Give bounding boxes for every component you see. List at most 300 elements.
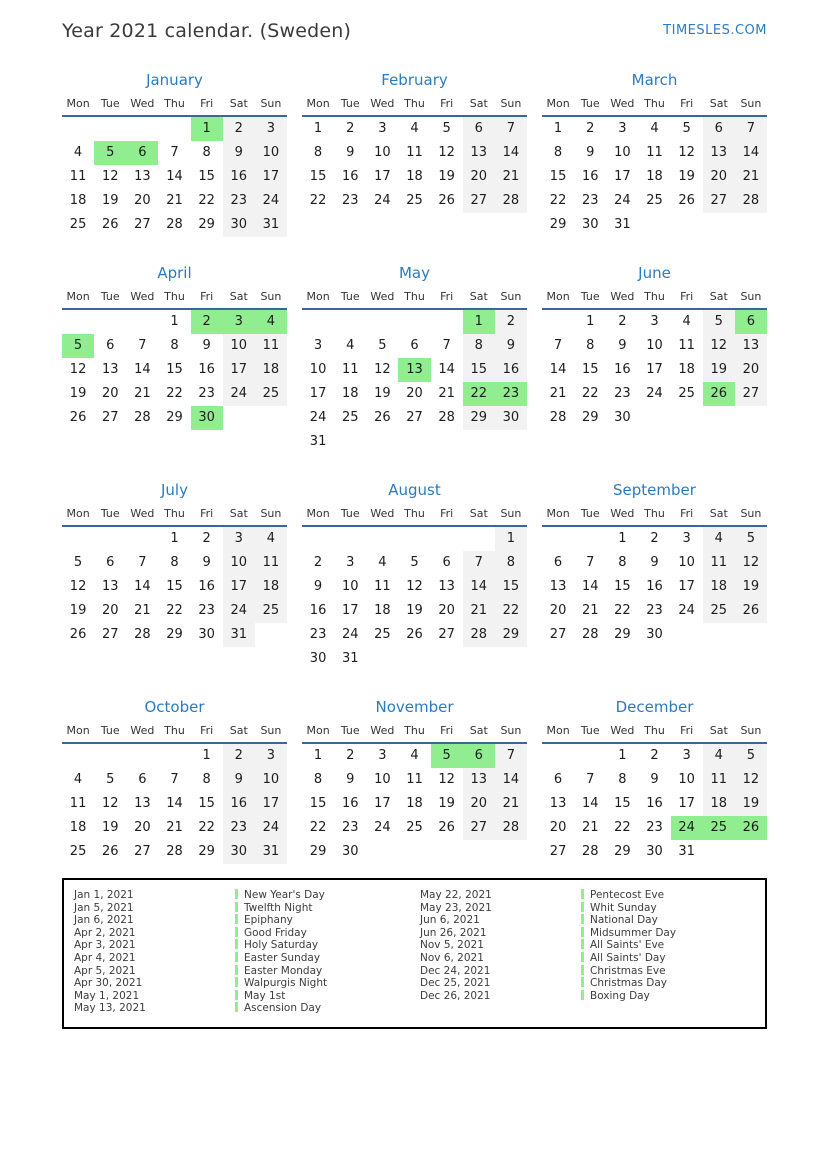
day-cell: 22 xyxy=(614,603,631,618)
holiday-name: Christmas Eve xyxy=(581,965,666,978)
day-cell: 3 xyxy=(378,748,387,763)
day-cell: 11 xyxy=(703,768,735,792)
empty-day-cell xyxy=(366,430,398,454)
day-cell: 21 xyxy=(463,599,495,623)
legend-entry xyxy=(74,977,420,990)
day-cell: 16 xyxy=(223,165,255,189)
day-cell: 27 xyxy=(549,844,567,859)
day-cell: 11 xyxy=(406,772,423,787)
empty-day-cell xyxy=(334,527,366,551)
weekday-label: Sat xyxy=(229,724,248,737)
day-cell: 16 xyxy=(198,362,215,377)
holiday-date: Apr 3, 2021 xyxy=(74,939,136,952)
week-row xyxy=(302,165,527,189)
day-cell: 1 xyxy=(170,531,179,546)
day-cell: 21 xyxy=(438,386,455,401)
month-title: March xyxy=(631,71,678,89)
day-cell: 15 xyxy=(614,579,631,594)
day-cell: 5 xyxy=(94,141,126,165)
week-row xyxy=(542,334,767,358)
day-cell: 6 xyxy=(126,141,158,165)
day-cell: 25 xyxy=(646,193,663,208)
day-cell: 9 xyxy=(202,555,211,570)
month-february xyxy=(302,68,527,213)
holiday-name: Whit Sunday xyxy=(581,902,657,915)
day-cell: 1 xyxy=(313,748,323,763)
day-cell: 4 xyxy=(73,145,83,160)
weekday-label: Thu xyxy=(644,724,665,737)
week-row xyxy=(542,189,767,213)
weekday-label: Tue xyxy=(340,290,360,303)
day-cell: 23 xyxy=(341,820,359,835)
weekday-label: Fri xyxy=(680,290,694,303)
day-cell: 21 xyxy=(166,193,183,208)
empty-day-cell xyxy=(463,647,495,671)
week-row xyxy=(62,599,287,623)
day-cell: 12 xyxy=(69,579,87,594)
week-row xyxy=(302,141,527,165)
weekday-label: Mon xyxy=(306,290,330,303)
day-cell: 23 xyxy=(495,382,527,406)
weekday-label: Sat xyxy=(709,507,728,520)
day-cell: 1 xyxy=(313,121,323,136)
day-cell: 18 xyxy=(69,820,87,835)
week-row xyxy=(302,768,527,792)
empty-day-cell xyxy=(703,406,735,430)
day-cell: 2 xyxy=(650,531,659,546)
legend-entry xyxy=(74,914,420,927)
day-cell: 22 xyxy=(463,382,495,406)
week-row xyxy=(542,599,767,623)
empty-day-cell xyxy=(62,744,94,768)
day-cell: 1 xyxy=(202,748,211,763)
day-cell: 6 xyxy=(463,744,495,768)
day-cell: 5 xyxy=(442,121,451,136)
empty-day-cell xyxy=(62,117,94,141)
empty-day-cell xyxy=(574,527,606,551)
holiday-marker-icon xyxy=(581,977,584,987)
day-cell: 7 xyxy=(495,117,527,141)
week-row xyxy=(302,358,527,382)
day-cell: 15 xyxy=(309,796,327,811)
day-cell: 18 xyxy=(255,575,287,599)
week-row xyxy=(302,117,527,141)
day-cell: 26 xyxy=(735,599,767,623)
week-row xyxy=(62,816,287,840)
empty-day-cell xyxy=(302,310,334,334)
week-row xyxy=(62,623,287,647)
empty-day-cell xyxy=(62,310,94,334)
day-cell: 16 xyxy=(341,169,359,184)
day-cell: 25 xyxy=(341,410,359,425)
day-cell: 4 xyxy=(650,121,659,136)
week-row xyxy=(62,792,287,816)
month-july xyxy=(62,478,287,647)
empty-day-cell xyxy=(126,527,158,551)
week-row xyxy=(302,744,527,768)
week-row xyxy=(302,430,527,454)
day-cell: 22 xyxy=(198,820,215,835)
holiday-marker-icon xyxy=(581,889,584,899)
weekday-label: Mon xyxy=(306,97,330,110)
empty-day-cell xyxy=(495,430,527,454)
day-cell: 23 xyxy=(646,820,663,835)
weekday-label: Wed xyxy=(610,97,635,110)
weekday-label: Mon xyxy=(306,507,330,520)
day-cell: 6 xyxy=(463,117,495,141)
weekday-label: Tue xyxy=(580,507,600,520)
empty-day-cell xyxy=(398,647,430,671)
day-cell: 8 xyxy=(313,145,323,160)
day-cell: 29 xyxy=(198,844,215,859)
day-cell: 9 xyxy=(650,555,659,570)
day-cell: 15 xyxy=(549,169,567,184)
day-cell: 17 xyxy=(614,169,631,184)
weekday-label: Sun xyxy=(260,507,282,520)
day-cell: 17 xyxy=(223,358,255,382)
day-cell: 9 xyxy=(495,334,527,358)
legend-entry xyxy=(74,902,420,915)
month-december xyxy=(542,695,767,864)
weekday-label: Thu xyxy=(404,97,425,110)
empty-day-cell xyxy=(398,527,430,551)
day-cell: 19 xyxy=(735,575,767,599)
day-cell: 2 xyxy=(223,744,255,768)
day-cell: 3 xyxy=(378,121,387,136)
empty-day-cell xyxy=(302,527,334,551)
day-cell: 11 xyxy=(69,169,87,184)
holiday-marker-icon xyxy=(581,927,584,937)
day-cell: 4 xyxy=(410,748,419,763)
day-cell: 22 xyxy=(549,193,567,208)
day-cell: 10 xyxy=(614,145,631,160)
day-cell: 30 xyxy=(191,406,223,430)
day-cell: 2 xyxy=(191,310,223,334)
day-cell: 24 xyxy=(223,599,255,623)
day-cell: 13 xyxy=(438,579,455,594)
holiday-marker-icon xyxy=(235,939,238,949)
day-cell: 12 xyxy=(438,145,455,160)
weekday-label: Mon xyxy=(66,97,90,110)
holiday-marker-icon xyxy=(235,977,238,987)
weekday-label: Tue xyxy=(100,97,120,110)
day-cell: 31 xyxy=(223,623,255,647)
day-cell: 28 xyxy=(134,410,151,425)
site-link[interactable]: TIMESLES.COM xyxy=(663,23,767,38)
empty-day-cell xyxy=(431,527,463,551)
empty-day-cell xyxy=(703,840,735,864)
day-cell: 13 xyxy=(549,796,567,811)
day-cell: 14 xyxy=(463,575,495,599)
week-row xyxy=(542,623,767,647)
weekday-label: Tue xyxy=(340,724,360,737)
week-row xyxy=(302,527,527,551)
weekday-label: Thu xyxy=(164,724,185,737)
day-cell: 21 xyxy=(549,386,567,401)
day-cell: 19 xyxy=(703,358,735,382)
day-cell: 14 xyxy=(166,796,183,811)
weekday-label: Fri xyxy=(200,97,214,110)
week-row xyxy=(62,551,287,575)
empty-day-cell xyxy=(431,840,463,864)
weekday-label: Thu xyxy=(164,290,185,303)
day-cell: 31 xyxy=(678,844,695,859)
day-cell: 18 xyxy=(255,358,287,382)
day-cell: 12 xyxy=(101,169,119,184)
day-cell: 26 xyxy=(678,193,695,208)
weekday-label: Sun xyxy=(260,724,282,737)
day-cell: 30 xyxy=(198,627,215,642)
day-cell: 24 xyxy=(614,193,631,208)
day-cell: 12 xyxy=(703,334,735,358)
legend-entry xyxy=(420,990,676,1003)
day-cell: 8 xyxy=(618,555,627,570)
day-cell: 28 xyxy=(166,844,183,859)
week-row xyxy=(302,406,527,430)
week-row xyxy=(302,575,527,599)
empty-day-cell xyxy=(158,744,190,768)
week-row xyxy=(302,816,527,840)
day-cell: 31 xyxy=(341,651,359,666)
weekday-label: Fri xyxy=(680,724,694,737)
day-cell: 5 xyxy=(410,555,419,570)
day-cell: 15 xyxy=(166,579,183,594)
day-cell: 14 xyxy=(495,141,527,165)
day-cell: 25 xyxy=(703,816,735,840)
empty-day-cell xyxy=(255,406,287,430)
day-cell: 3 xyxy=(650,314,659,329)
day-cell: 17 xyxy=(678,579,695,594)
day-cell: 28 xyxy=(735,189,767,213)
day-cell: 22 xyxy=(309,193,327,208)
week-row xyxy=(542,165,767,189)
weekday-label: Thu xyxy=(644,507,665,520)
week-row xyxy=(62,768,287,792)
day-cell: 26 xyxy=(703,382,735,406)
day-cell: 4 xyxy=(703,527,735,551)
empty-day-cell xyxy=(126,744,158,768)
week-row xyxy=(542,382,767,406)
day-cell: 29 xyxy=(198,217,215,232)
holiday-date: Jan 5, 2021 xyxy=(74,901,134,914)
day-cell: 30 xyxy=(646,844,663,859)
weekday-label: Mon xyxy=(306,724,330,737)
legend-entry xyxy=(420,902,676,915)
empty-day-cell xyxy=(463,840,495,864)
legend-entry xyxy=(420,889,676,902)
weekday-label: Mon xyxy=(66,507,90,520)
day-cell: 26 xyxy=(374,410,391,425)
day-cell: 19 xyxy=(438,796,455,811)
day-cell: 7 xyxy=(170,772,179,787)
day-cell: 30 xyxy=(223,840,255,864)
day-cell: 22 xyxy=(581,386,599,401)
weekday-label: Sat xyxy=(469,97,488,110)
day-cell: 9 xyxy=(313,579,323,594)
day-cell: 25 xyxy=(255,382,287,406)
weekday-label: Thu xyxy=(644,97,665,110)
day-cell: 20 xyxy=(134,193,151,208)
holiday-marker-icon xyxy=(235,914,238,924)
day-cell: 17 xyxy=(374,796,391,811)
day-cell: 30 xyxy=(341,844,359,859)
day-cell: 8 xyxy=(463,334,495,358)
empty-day-cell xyxy=(366,840,398,864)
weekday-label: Fri xyxy=(440,97,454,110)
day-cell: 3 xyxy=(346,555,355,570)
weekday-label: Wed xyxy=(370,290,395,303)
day-cell: 4 xyxy=(410,121,419,136)
day-cell: 21 xyxy=(495,165,527,189)
empty-day-cell xyxy=(62,527,94,551)
day-cell: 18 xyxy=(69,193,87,208)
empty-day-cell xyxy=(671,213,703,237)
day-cell: 30 xyxy=(614,410,631,425)
empty-day-cell xyxy=(671,623,703,647)
day-cell: 16 xyxy=(223,792,255,816)
day-cell: 29 xyxy=(309,844,327,859)
day-cell: 29 xyxy=(463,406,495,430)
day-cell: 21 xyxy=(581,603,599,618)
holiday-name: Easter Sunday xyxy=(235,952,320,965)
day-cell: 7 xyxy=(463,551,495,575)
weekday-label: Mon xyxy=(546,507,570,520)
empty-day-cell xyxy=(542,744,574,768)
day-cell: 5 xyxy=(378,338,387,353)
legend-entry xyxy=(420,939,676,952)
weekday-label: Wed xyxy=(370,97,395,110)
day-cell: 5 xyxy=(703,310,735,334)
week-row xyxy=(542,768,767,792)
day-cell: 23 xyxy=(341,193,359,208)
day-cell: 7 xyxy=(586,555,595,570)
week-row xyxy=(302,840,527,864)
week-row xyxy=(302,310,527,334)
week-row xyxy=(542,575,767,599)
day-cell: 2 xyxy=(495,310,527,334)
empty-day-cell xyxy=(574,744,606,768)
day-cell: 17 xyxy=(374,169,391,184)
day-cell: 28 xyxy=(134,627,151,642)
day-cell: 15 xyxy=(198,796,215,811)
day-cell: 3 xyxy=(255,744,287,768)
weekday-label: Wed xyxy=(610,724,635,737)
day-cell: 28 xyxy=(166,217,183,232)
day-cell: 26 xyxy=(101,217,119,232)
day-cell: 2 xyxy=(346,121,355,136)
week-row xyxy=(302,189,527,213)
day-cell: 24 xyxy=(374,820,391,835)
holiday-date: Apr 2, 2021 xyxy=(74,926,136,939)
weekday-header-row xyxy=(542,722,767,744)
day-cell: 6 xyxy=(410,338,419,353)
day-cell: 18 xyxy=(406,169,423,184)
empty-day-cell xyxy=(334,430,366,454)
day-cell: 24 xyxy=(678,603,695,618)
weekday-header-row xyxy=(62,288,287,310)
day-cell: 10 xyxy=(678,555,695,570)
weekday-label: Wed xyxy=(130,97,155,110)
day-cell: 9 xyxy=(650,772,659,787)
empty-day-cell xyxy=(703,213,735,237)
day-cell: 24 xyxy=(255,816,287,840)
weekday-label: Mon xyxy=(546,97,570,110)
empty-day-cell xyxy=(431,430,463,454)
empty-day-cell xyxy=(223,406,255,430)
day-cell: 3 xyxy=(682,531,691,546)
month-title: April xyxy=(157,264,192,282)
holiday-marker-icon xyxy=(235,965,238,975)
day-cell: 14 xyxy=(134,362,151,377)
weekday-label: Fri xyxy=(440,724,454,737)
weekday-label: Sat xyxy=(229,97,248,110)
day-cell: 7 xyxy=(735,117,767,141)
empty-day-cell xyxy=(366,527,398,551)
weekday-label: Wed xyxy=(130,507,155,520)
holiday-date: Apr 4, 2021 xyxy=(74,951,136,964)
week-row xyxy=(62,527,287,551)
day-cell: 6 xyxy=(442,555,451,570)
day-cell: 30 xyxy=(646,627,663,642)
day-cell: 11 xyxy=(255,334,287,358)
day-cell: 6 xyxy=(735,310,767,334)
empty-day-cell xyxy=(735,213,767,237)
day-cell: 10 xyxy=(341,579,359,594)
day-cell: 13 xyxy=(703,141,735,165)
day-cell: 16 xyxy=(341,796,359,811)
day-cell: 25 xyxy=(703,599,735,623)
week-row xyxy=(302,334,527,358)
day-cell: 19 xyxy=(438,169,455,184)
day-cell: 20 xyxy=(101,386,119,401)
day-cell: 9 xyxy=(223,141,255,165)
week-row xyxy=(62,744,287,768)
day-cell: 15 xyxy=(614,796,631,811)
holiday-date: Jun 26, 2021 xyxy=(420,926,487,939)
weekday-label: Fri xyxy=(200,290,214,303)
day-cell: 27 xyxy=(406,410,423,425)
weekday-label: Sat xyxy=(469,507,488,520)
day-cell: 2 xyxy=(313,555,323,570)
legend-entry xyxy=(420,927,676,940)
weekday-header-row xyxy=(542,95,767,117)
weekday-label: Fri xyxy=(440,290,454,303)
holiday-date: Jan 6, 2021 xyxy=(74,914,134,927)
weekday-label: Mon xyxy=(66,290,90,303)
day-cell: 9 xyxy=(346,145,355,160)
day-cell: 28 xyxy=(581,844,599,859)
day-cell: 15 xyxy=(198,169,215,184)
day-cell: 27 xyxy=(134,844,151,859)
day-cell: 25 xyxy=(406,193,423,208)
day-cell: 13 xyxy=(101,579,119,594)
day-cell: 5 xyxy=(431,744,463,768)
month-title: June xyxy=(638,264,671,282)
month-title: January xyxy=(146,71,203,89)
day-cell: 12 xyxy=(374,362,391,377)
legend-entry xyxy=(420,952,676,965)
empty-day-cell xyxy=(431,310,463,334)
day-cell: 6 xyxy=(703,117,735,141)
day-cell: 25 xyxy=(69,217,87,232)
day-cell: 20 xyxy=(463,792,495,816)
day-cell: 6 xyxy=(106,338,115,353)
day-cell: 11 xyxy=(374,579,391,594)
legend-entry xyxy=(74,939,420,952)
day-cell: 20 xyxy=(703,165,735,189)
legend-entry xyxy=(420,965,676,978)
day-cell: 20 xyxy=(134,820,151,835)
